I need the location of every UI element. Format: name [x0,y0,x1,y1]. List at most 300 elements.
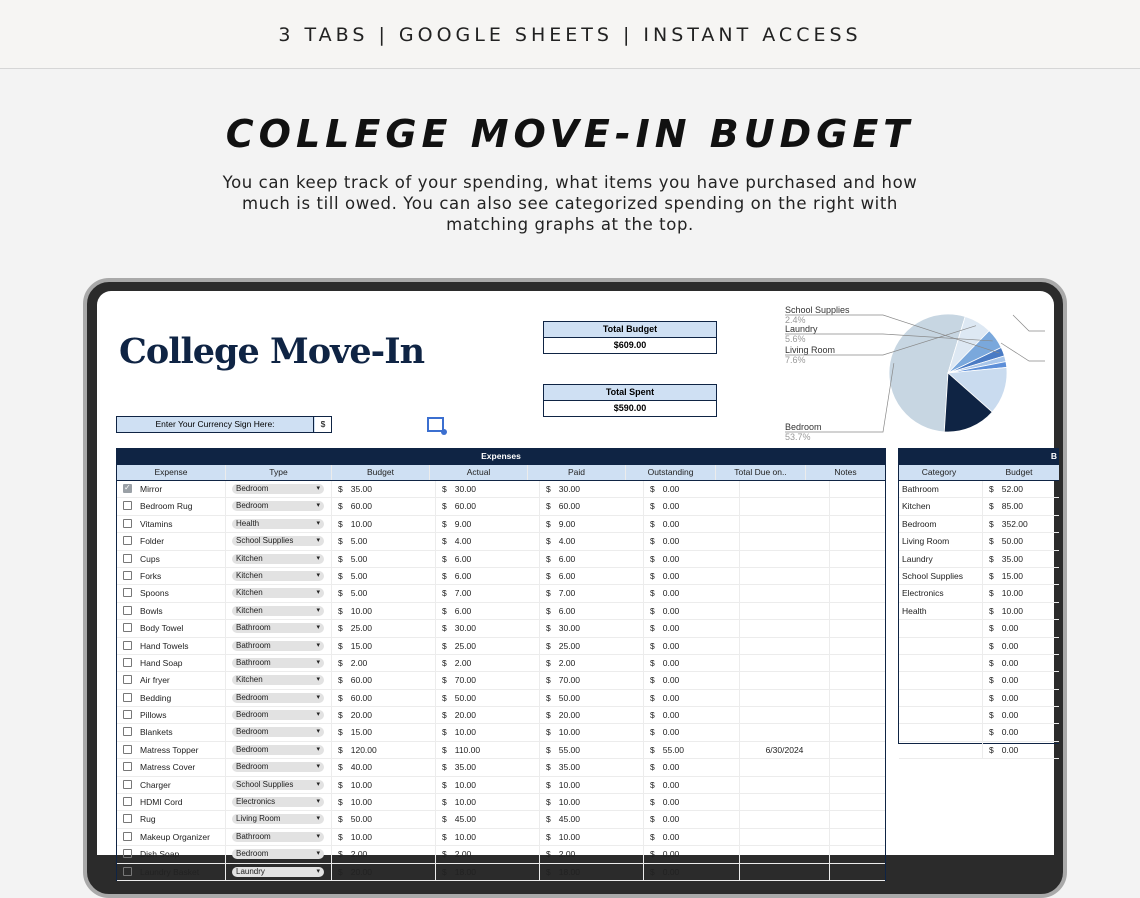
type-dropdown[interactable]: Bedroom ▾ [232,849,324,859]
due-date-cell[interactable] [739,777,829,793]
budget-amount: 120.00 [350,744,377,755]
paid-cell[interactable]: $ 10.00 [539,794,643,810]
due-date-cell[interactable] [739,620,829,636]
purchased-checkbox[interactable] [123,745,132,754]
actual-cell[interactable]: $ 6.00 [435,568,539,584]
paid-cell[interactable]: $ 20.00 [539,707,643,723]
outstanding-cell[interactable]: $ 0.00 [643,603,739,619]
fill-handle-dot[interactable] [441,429,447,435]
expense-cell[interactable] [117,533,225,549]
expense-cell[interactable] [117,846,225,862]
outstanding-cell[interactable]: $ 0.00 [643,516,739,532]
total-spent-value[interactable]: $590.00 [544,401,716,416]
due-date-cell[interactable] [739,498,829,514]
category-budget-cell[interactable]: $ 50.00 [982,533,1059,549]
actual-cell[interactable]: $ 70.00 [435,672,539,688]
paid-cell[interactable]: $ 18.00 [539,864,643,880]
type-cell[interactable] [225,777,331,793]
type-cell[interactable] [225,742,331,758]
category-name[interactable]: Living Room [902,536,950,547]
budget-amount: 35.00 [350,484,373,494]
notes-cell[interactable] [829,638,885,654]
due-date-cell[interactable] [739,603,829,619]
paid-amount: 10.00 [558,797,581,808]
type-dropdown[interactable]: Kitchen ▾ [232,675,324,685]
budget-cell[interactable]: $ 15.00 [331,638,435,654]
category-name[interactable]: Laundry [902,553,933,564]
paid-cell[interactable]: $ 35.00 [539,759,643,775]
type-dropdown[interactable]: Bedroom ▾ [232,762,324,772]
category-budget-cell[interactable]: $ 0.00 [982,724,1059,740]
actual-cell[interactable]: $ 7.00 [435,585,539,601]
outstanding-cell[interactable]: $ 55.00 [643,742,739,758]
purchased-checkbox[interactable] [123,641,132,650]
paid-amount: 10.00 [558,779,581,790]
budget-cell[interactable]: $ 10.00 [331,603,435,619]
category-budget-cell[interactable]: $ 0.00 [982,620,1059,636]
category-name[interactable] [899,655,982,671]
expense-cell[interactable] [117,551,225,567]
category-row [899,551,1059,568]
actual-cell[interactable]: $ 6.00 [435,551,539,567]
outstanding-cell[interactable]: $ 0.00 [643,620,739,636]
budget-cell[interactable]: $ 2.00 [331,655,435,671]
type-cell[interactable] [225,655,331,671]
purchased-checkbox[interactable] [123,762,132,771]
notes-cell[interactable] [829,829,885,845]
type-cell[interactable] [225,585,331,601]
notes-cell[interactable] [829,672,885,688]
due-date-cell[interactable] [739,481,829,497]
type-cell[interactable] [225,846,331,862]
paid-cell[interactable]: $ 50.00 [539,690,643,706]
category-name[interactable]: Kitchen [902,501,931,512]
category-row [899,655,1059,672]
notes-cell[interactable] [829,724,885,740]
actual-cell[interactable]: $ 10.00 [435,724,539,740]
table-row [117,777,885,794]
category-budget-cell[interactable]: $ 10.00 [982,603,1059,619]
expense-cell[interactable] [117,742,225,758]
due-date-cell[interactable] [739,655,829,671]
outstanding-cell[interactable]: $ 0.00 [643,638,739,654]
outstanding-cell[interactable]: $ 0.00 [643,498,739,514]
notes-cell[interactable] [829,516,885,532]
budget-cell[interactable]: $ 5.00 [331,585,435,601]
outstanding-amount: 0.00 [662,692,680,703]
expense-cell[interactable] [117,794,225,810]
expense-name: Bedding [140,692,172,703]
notes-cell[interactable] [829,846,885,862]
category-budget-cell[interactable]: $ 0.00 [982,707,1059,723]
actual-cell[interactable]: $ 50.00 [435,690,539,706]
type-dropdown[interactable]: Bedroom ▾ [232,710,324,720]
expense-cell[interactable] [117,568,225,584]
type-cell[interactable] [225,864,331,880]
category-budget-cell[interactable]: $ 10.00 [982,585,1059,601]
expense-cell[interactable] [117,638,225,654]
budget-amount: 2.00 [350,657,368,668]
budget-cell[interactable]: $ 10.00 [331,794,435,810]
outstanding-cell[interactable]: $ 0.00 [643,846,739,862]
due-date-cell[interactable] [739,794,829,810]
paid-cell[interactable]: $ 70.00 [539,672,643,688]
type-dropdown[interactable]: Bedroom ▾ [232,484,324,494]
outstanding-cell[interactable]: $ 0.00 [643,481,739,497]
expense-cell[interactable] [117,498,225,514]
outstanding-cell[interactable]: $ 0.00 [643,533,739,549]
expense-name: Laundry Basket [140,866,200,877]
category-row [899,568,1059,585]
purchased-checkbox[interactable] [123,571,132,580]
purchased-checkbox[interactable] [123,867,132,876]
type-cell[interactable] [225,533,331,549]
budget-cell[interactable]: $ 5.00 [331,551,435,567]
due-date-cell[interactable] [739,672,829,688]
expense-cell[interactable] [117,811,225,827]
due-date-cell[interactable] [739,829,829,845]
expense-cell[interactable] [117,603,225,619]
category-budget-cell[interactable]: $ 0.00 [982,690,1059,706]
notes-cell[interactable] [829,707,885,723]
expense-cell[interactable] [117,864,225,880]
budget-cell[interactable]: $ 20.00 [331,864,435,880]
type-dropdown[interactable]: Bathroom ▾ [232,832,324,842]
notes-cell[interactable] [829,551,885,567]
outstanding-cell[interactable]: $ 0.00 [643,585,739,601]
outstanding-cell[interactable]: $ 0.00 [643,724,739,740]
budget-cell[interactable]: $ 5.00 [331,568,435,584]
actual-amount: 2.00 [454,657,472,668]
notes-cell[interactable] [829,481,885,497]
table-row [117,620,885,637]
due-date-cell[interactable]: 6/30/2024 [739,742,829,758]
actual-cell[interactable]: $ 6.00 [435,603,539,619]
expense-cell[interactable] [117,655,225,671]
outstanding-amount: 0.00 [662,570,680,581]
type-dropdown[interactable]: Kitchen ▾ [232,554,324,564]
type-dropdown[interactable]: Bedroom ▾ [232,727,324,737]
expense-cell[interactable] [117,777,225,793]
expense-cell[interactable] [117,672,225,688]
type-cell[interactable] [225,759,331,775]
outstanding-amount: 0.00 [662,849,680,860]
expense-name: Pillows [140,710,167,721]
purchased-checkbox[interactable] [123,554,132,563]
paid-cell[interactable]: $ 30.00 [539,620,643,636]
outstanding-cell[interactable]: $ 0.00 [643,568,739,584]
category-budget-cell[interactable]: $ 15.00 [982,568,1059,584]
purchased-checkbox[interactable] [123,658,132,667]
purchased-checkbox[interactable] [123,849,132,858]
purchased-checkbox[interactable] [123,588,132,597]
notes-cell[interactable] [829,794,885,810]
purchased-checkbox[interactable] [123,606,132,615]
table-row [117,498,885,515]
type-dropdown[interactable]: Living Room ▾ [232,814,324,824]
notes-cell[interactable] [829,568,885,584]
type-dropdown[interactable]: Bedroom ▾ [232,501,324,511]
type-cell[interactable] [225,620,331,636]
due-date-cell[interactable] [739,846,829,862]
category-budget-cell[interactable]: $ 85.00 [982,498,1059,514]
paid-amount: 6.00 [558,570,576,581]
budget-cell[interactable]: $ 35.00 [331,481,435,497]
category-name[interactable]: School Supplies [902,570,963,581]
type-cell[interactable] [225,707,331,723]
type-dropdown[interactable]: Bathroom ▾ [232,658,324,668]
budget-cell[interactable]: $ 60.00 [331,690,435,706]
notes-cell[interactable] [829,603,885,619]
notes-cell[interactable] [829,777,885,793]
outstanding-cell[interactable]: $ 0.00 [643,655,739,671]
type-cell[interactable] [225,603,331,619]
budget-cell[interactable]: $ 10.00 [331,777,435,793]
purchased-checkbox[interactable] [123,780,132,789]
budget-cell[interactable]: $ 10.00 [331,829,435,845]
budget-amount: 20.00 [350,866,373,877]
pie-label: Bedroom [785,422,822,432]
category-budget-cell[interactable]: $ 0.00 [982,672,1059,688]
outstanding-amount: 0.00 [662,831,680,842]
type-cell[interactable] [225,551,331,567]
type-cell[interactable] [225,638,331,654]
category-name[interactable] [899,690,982,706]
col-outstanding: Outstanding [625,465,715,480]
due-date-cell[interactable] [739,638,829,654]
expense-cell[interactable] [117,585,225,601]
purchased-checkbox[interactable] [123,693,132,702]
outstanding-cell[interactable]: $ 0.00 [643,672,739,688]
type-dropdown[interactable]: Health ▾ [232,519,324,529]
type-cell[interactable] [225,794,331,810]
actual-cell[interactable]: $ 25.00 [435,638,539,654]
table-row [117,516,885,533]
category-budget-cell[interactable]: $ 0.00 [982,655,1059,671]
purchased-checkbox[interactable] [123,727,132,736]
outstanding-cell[interactable]: $ 0.00 [643,864,739,880]
expense-cell[interactable] [117,724,225,740]
type-cell[interactable] [225,516,331,532]
actual-cell[interactable]: $ 10.00 [435,829,539,845]
category-pie-chart [783,301,1054,442]
actual-cell[interactable]: $ 30.00 [435,620,539,636]
col-expense: Expense [154,467,188,477]
notes-cell[interactable] [829,620,885,636]
notes-cell[interactable] [829,759,885,775]
actual-amount: 10.00 [454,727,477,738]
category-name[interactable] [899,672,982,688]
expense-cell[interactable] [117,829,225,845]
category-name[interactable]: Electronics [902,588,944,599]
category-name[interactable]: Bathroom [902,484,939,494]
paid-cell[interactable]: $ 6.00 [539,603,643,619]
actual-cell[interactable]: $ 4.00 [435,533,539,549]
due-date-cell[interactable] [739,707,829,723]
outstanding-cell[interactable]: $ 0.00 [643,811,739,827]
expense-cell[interactable] [117,620,225,636]
actual-cell[interactable]: $ 10.00 [435,794,539,810]
purchased-checkbox[interactable] [123,484,132,493]
due-date-cell[interactable] [739,568,829,584]
category-budget-cell[interactable]: $ 352.00 [982,516,1059,532]
type-dropdown[interactable]: Laundry ▾ [232,867,324,877]
paid-cell[interactable]: $ 7.00 [539,585,643,601]
budget-cell[interactable]: $ 120.00 [331,742,435,758]
expense-cell[interactable] [117,516,225,532]
outstanding-cell[interactable]: $ 0.00 [643,551,739,567]
paid-cell[interactable]: $ 25.00 [539,638,643,654]
actual-cell[interactable]: $ 9.00 [435,516,539,532]
type-cell[interactable] [225,498,331,514]
notes-cell[interactable] [829,533,885,549]
category-budget-cell[interactable]: $ 0.00 [982,638,1059,654]
paid-cell[interactable]: $ 10.00 [539,724,643,740]
outstanding-cell[interactable]: $ 0.00 [643,794,739,810]
budget-cell[interactable]: $ 25.00 [331,620,435,636]
budget-cell[interactable]: $ 5.00 [331,533,435,549]
actual-cell[interactable]: $ 10.00 [435,777,539,793]
outstanding-cell[interactable]: $ 0.00 [643,690,739,706]
purchased-checkbox[interactable] [123,536,132,545]
type-dropdown[interactable]: School Supplies ▾ [232,780,324,790]
purchased-checkbox[interactable] [123,675,132,684]
currency-input[interactable]: $ [315,417,331,432]
actual-cell[interactable]: $ 110.00 [435,742,539,758]
total-budget-value[interactable]: $609.00 [544,338,716,353]
expense-name: Matress Cover [140,762,196,773]
due-date-cell[interactable] [739,533,829,549]
outstanding-cell[interactable]: $ 0.00 [643,777,739,793]
actual-cell[interactable]: $ 60.00 [435,498,539,514]
purchased-checkbox[interactable] [123,797,132,806]
actual-amount: 6.00 [454,605,472,616]
expense-cell[interactable] [117,759,225,775]
table-row [117,846,885,863]
paid-cell[interactable]: $ 9.00 [539,516,643,532]
purchased-checkbox[interactable] [123,832,132,841]
budget-cell[interactable]: $ 60.00 [331,498,435,514]
expense-cell[interactable] [117,690,225,706]
cell-selection-handle[interactable] [427,417,444,432]
actual-cell[interactable]: $ 2.00 [435,846,539,862]
type-cell[interactable] [225,724,331,740]
type-dropdown[interactable]: Bedroom ▾ [232,745,324,755]
outstanding-cell[interactable]: $ 0.00 [643,707,739,723]
purchased-checkbox[interactable] [123,501,132,510]
notes-cell[interactable] [829,498,885,514]
budget-cell[interactable]: $ 2.00 [331,846,435,862]
due-date-cell[interactable] [739,759,829,775]
budget-amount: 15.00 [350,727,373,738]
due-date-cell[interactable] [739,516,829,532]
budget-cell[interactable]: $ 15.00 [331,724,435,740]
actual-amount: 2.00 [454,849,472,860]
actual-cell[interactable]: $ 2.00 [435,655,539,671]
notes-cell[interactable] [829,585,885,601]
outstanding-cell[interactable]: $ 0.00 [643,759,739,775]
category-row [899,498,1059,515]
purchased-checkbox[interactable] [123,814,132,823]
notes-cell[interactable] [829,864,885,880]
budget-cell[interactable]: $ 60.00 [331,672,435,688]
due-date-cell[interactable] [739,811,829,827]
type-dropdown[interactable]: Kitchen ▾ [232,606,324,616]
outstanding-cell[interactable]: $ 0.00 [643,829,739,845]
purchased-checkbox[interactable] [123,710,132,719]
expense-cell[interactable] [117,707,225,723]
category-budget-cell[interactable]: $ 0.00 [982,742,1059,758]
budget-cell[interactable]: $ 50.00 [331,811,435,827]
notes-cell[interactable] [829,655,885,671]
paid-cell[interactable]: $ 10.00 [539,829,643,845]
budget-cell[interactable]: $ 10.00 [331,516,435,532]
paid-cell[interactable]: $ 55.00 [539,742,643,758]
due-date-cell[interactable] [739,864,829,880]
due-date-cell[interactable] [739,724,829,740]
category-name[interactable] [899,707,982,723]
type-cell[interactable] [225,829,331,845]
notes-cell[interactable] [829,690,885,706]
paid-cell[interactable]: $ 2.00 [539,655,643,671]
type-cell[interactable] [225,811,331,827]
type-dropdown[interactable]: Kitchen ▾ [232,588,324,598]
actual-cell[interactable]: $ 45.00 [435,811,539,827]
paid-cell[interactable]: $ 45.00 [539,811,643,827]
budget-cell[interactable]: $ 40.00 [331,759,435,775]
category-name[interactable] [899,742,982,758]
category-name[interactable]: Bedroom [902,518,937,529]
due-date-cell[interactable] [739,690,829,706]
category-name[interactable] [899,724,982,740]
actual-cell[interactable]: $ 30.00 [435,481,539,497]
paid-cell[interactable]: $ 4.00 [539,533,643,549]
category-budget-cell[interactable]: $ 35.00 [982,551,1059,567]
type-cell[interactable] [225,690,331,706]
type-dropdown[interactable]: Bathroom ▾ [232,623,324,633]
type-dropdown[interactable]: Electronics ▾ [232,797,324,807]
actual-cell[interactable]: $ 20.00 [435,707,539,723]
type-dropdown[interactable]: Kitchen ▾ [232,571,324,581]
paid-cell[interactable]: $ 60.00 [539,498,643,514]
actual-cell[interactable]: $ 35.00 [435,759,539,775]
paid-cell[interactable]: $ 6.00 [539,551,643,567]
notes-cell[interactable] [829,811,885,827]
type-dropdown[interactable]: Bedroom ▾ [232,693,324,703]
actual-cell[interactable]: $ 18.00 [435,864,539,880]
paid-cell[interactable]: $ 6.00 [539,568,643,584]
paid-cell[interactable]: $ 30.00 [539,481,643,497]
type-cell[interactable] [225,568,331,584]
paid-cell[interactable]: $ 10.00 [539,777,643,793]
category-budget-cell[interactable]: $ 52.00 [982,481,1059,497]
expense-cell[interactable] [117,481,225,497]
type-dropdown[interactable]: Bathroom ▾ [232,641,324,651]
type-dropdown[interactable]: School Supplies ▾ [232,536,324,546]
category-name[interactable] [899,620,982,636]
category-name[interactable] [899,638,982,654]
type-cell[interactable] [225,672,331,688]
paid-cell[interactable]: $ 2.00 [539,846,643,862]
due-date-cell[interactable] [739,585,829,601]
notes-cell[interactable] [829,742,885,758]
budget-cell[interactable]: $ 20.00 [331,707,435,723]
purchased-checkbox[interactable] [123,519,132,528]
type-cell[interactable] [225,481,331,497]
due-date-cell[interactable] [739,551,829,567]
purchased-checkbox[interactable] [123,623,132,632]
category-name[interactable]: Health [902,605,927,616]
